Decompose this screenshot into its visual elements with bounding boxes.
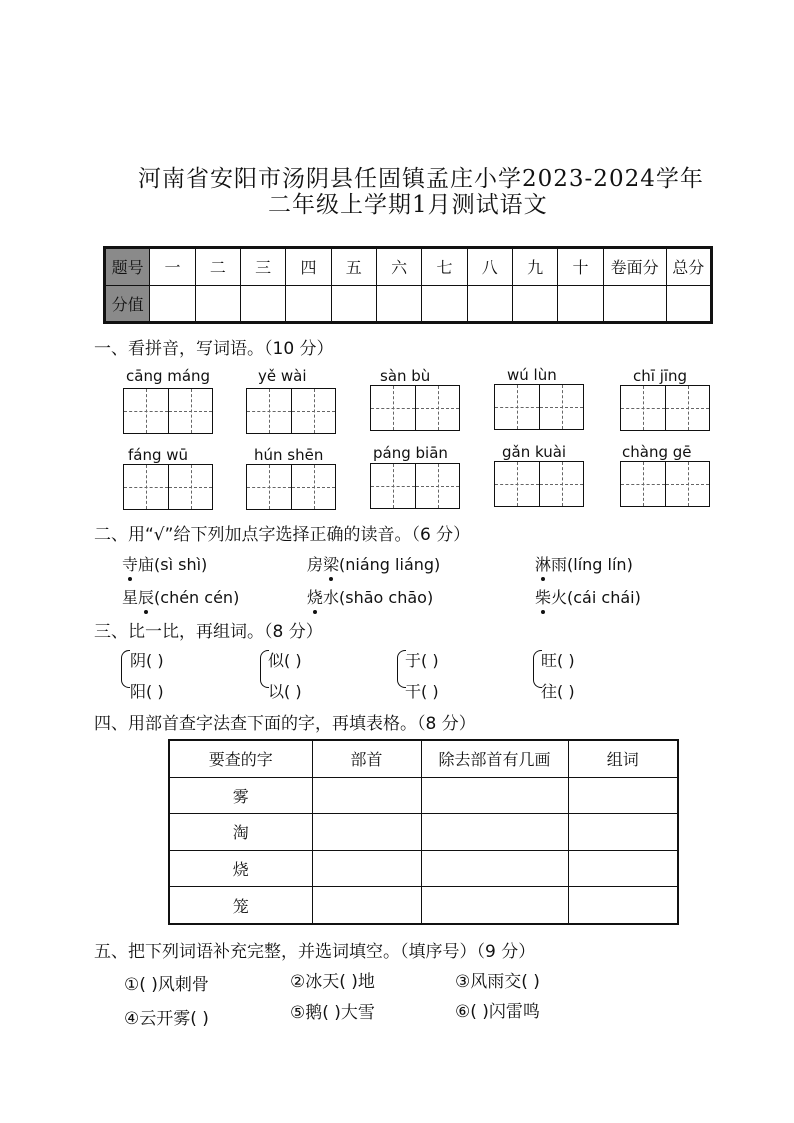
- reading-item[interactable]: [122, 585, 239, 608]
- pinyin: yě wài: [258, 367, 307, 385]
- pinyin: chī jīng: [633, 367, 688, 385]
- score-row-label: 分值: [105, 285, 150, 323]
- answer-cell[interactable]: [568, 850, 678, 886]
- reading-options: 水(shāo chāo): [323, 588, 434, 607]
- score-col: 八: [467, 248, 512, 286]
- answer-cell[interactable]: [421, 850, 568, 886]
- dotted-char: 柴: [535, 588, 552, 607]
- pinyin: sàn bù: [380, 367, 431, 385]
- lookup-header: 除去部首有几画: [421, 740, 568, 777]
- compare-word[interactable]: 旺( ): [541, 651, 575, 670]
- writing-grid[interactable]: [370, 463, 460, 509]
- answer-cell[interactable]: [312, 814, 421, 850]
- score-col: 七: [422, 248, 467, 286]
- lookup-char: 烧: [169, 850, 312, 886]
- plain-char: 星: [122, 588, 139, 607]
- answer-cell[interactable]: [568, 777, 678, 813]
- score-cell[interactable]: [422, 285, 467, 323]
- score-row-label: 题号: [105, 248, 150, 286]
- answer-cell[interactable]: [568, 887, 678, 924]
- lookup-char: 雾: [169, 777, 312, 813]
- title-line-1: 河南省安阳市汤阴县任固镇孟庄小学2023-2024学年: [138, 166, 704, 192]
- pinyin: páng biān: [373, 444, 448, 462]
- lookup-char: 淘: [169, 814, 312, 850]
- writing-grid[interactable]: [620, 385, 710, 431]
- idiom-item[interactable]: ⑥( )闪雷鸣: [455, 1002, 540, 1022]
- score-cell[interactable]: [331, 285, 376, 323]
- dotted-char: 淋: [535, 555, 552, 574]
- lookup-char: 笼: [169, 887, 312, 924]
- score-col: 六: [376, 248, 421, 286]
- reading-options: 庙(sì shì): [138, 555, 208, 574]
- dotted-char: 辰: [138, 588, 155, 607]
- compare-word[interactable]: 往( ): [541, 682, 575, 701]
- score-cell[interactable]: [467, 285, 512, 323]
- reading-item[interactable]: [535, 585, 641, 608]
- writing-grid[interactable]: [620, 461, 710, 507]
- answer-cell[interactable]: [421, 814, 568, 850]
- reading-item[interactable]: [307, 552, 440, 575]
- answer-cell[interactable]: [568, 814, 678, 850]
- idiom-item[interactable]: ③风雨交( ): [455, 972, 540, 992]
- reading-item[interactable]: [535, 552, 633, 575]
- section1-heading: 一、看拼音，写词语。（10 分）: [94, 339, 334, 359]
- score-cell[interactable]: [666, 285, 711, 323]
- score-col: 卷面分: [603, 248, 666, 286]
- table-row: [169, 777, 678, 813]
- score-col: 九: [512, 248, 557, 286]
- brace: [121, 650, 130, 688]
- compare-word[interactable]: 阴( ): [130, 651, 164, 670]
- score-table: [103, 246, 713, 324]
- table-row: [169, 887, 678, 924]
- idiom-item[interactable]: ④云开雾( ): [124, 1009, 209, 1029]
- compare-word[interactable]: 于( ): [405, 651, 439, 670]
- writing-grid[interactable]: [494, 461, 584, 507]
- section2-heading: 二、用“√”给下列加点字选择正确的读音。（6 分）: [94, 525, 471, 545]
- score-cell[interactable]: [603, 285, 666, 323]
- section3-heading: 三、比一比，再组词。（8 分）: [94, 622, 323, 642]
- plain-char: 房: [307, 555, 324, 574]
- compare-word[interactable]: 似( ): [268, 651, 302, 670]
- score-cell[interactable]: [512, 285, 557, 323]
- lookup-table: [168, 739, 679, 925]
- reading-options: 火(cái chái): [551, 588, 641, 607]
- writing-grid[interactable]: [246, 464, 336, 510]
- idiom-item[interactable]: ①( )风刺骨: [124, 975, 209, 995]
- pinyin: gǎn kuài: [502, 443, 567, 461]
- score-cell[interactable]: [195, 285, 240, 323]
- pinyin: hún shēn: [254, 446, 324, 464]
- score-cell[interactable]: [558, 285, 603, 323]
- section4-heading: 四、用部首查字法查下面的字，再填表格。（8 分）: [94, 714, 476, 734]
- writing-grid[interactable]: [370, 385, 460, 431]
- lookup-header-row: [169, 740, 678, 777]
- reading-options: (chén cén): [154, 588, 240, 607]
- reading-options: 雨(líng lín): [551, 555, 633, 574]
- pinyin: cāng máng: [126, 367, 211, 385]
- score-header-row: [105, 248, 712, 286]
- score-col: 四: [286, 248, 331, 286]
- writing-grid[interactable]: [494, 384, 584, 430]
- compare-word[interactable]: 阳( ): [130, 682, 164, 701]
- idiom-item[interactable]: ⑤鹅( )大雪: [290, 1003, 375, 1023]
- score-col: 总分: [666, 248, 711, 286]
- pinyin: fáng wū: [128, 446, 189, 464]
- reading-item[interactable]: [307, 585, 433, 608]
- pinyin: wú lùn: [507, 366, 557, 384]
- score-col: 十: [558, 248, 603, 286]
- score-col: 三: [240, 248, 285, 286]
- score-value-row: [105, 285, 712, 323]
- lookup-header: 要查的字: [169, 740, 312, 777]
- lookup-header: 部首: [312, 740, 421, 777]
- dotted-char: 寺: [122, 555, 139, 574]
- writing-grid[interactable]: [246, 388, 336, 434]
- compare-word[interactable]: 以( ): [268, 682, 302, 701]
- reading-options: (niáng liáng): [339, 555, 441, 574]
- compare-word[interactable]: 干( ): [405, 682, 439, 701]
- title-line-2: 二年级上学期1月测试语文: [268, 192, 548, 218]
- table-row: [169, 850, 678, 886]
- score-cell[interactable]: [286, 285, 331, 323]
- table-row: [169, 814, 678, 850]
- pinyin: chàng gē: [622, 443, 692, 461]
- dotted-char: 烧: [307, 588, 324, 607]
- answer-cell[interactable]: [312, 777, 421, 813]
- score-col: 五: [331, 248, 376, 286]
- section5-heading: 五、把下列词语补充完整，并选词填空。（填序号）（9 分）: [94, 942, 536, 962]
- score-cell[interactable]: [150, 285, 195, 323]
- writing-grid[interactable]: [123, 464, 213, 510]
- answer-cell[interactable]: [312, 850, 421, 886]
- score-col: 二: [195, 248, 240, 286]
- score-col: 一: [150, 248, 195, 286]
- reading-item[interactable]: [122, 552, 207, 575]
- idiom-item[interactable]: ②冰天( )地: [290, 972, 375, 992]
- answer-cell[interactable]: [421, 777, 568, 813]
- score-cell[interactable]: [240, 285, 285, 323]
- answer-cell[interactable]: [312, 887, 421, 924]
- writing-grid[interactable]: [123, 388, 213, 434]
- answer-cell[interactable]: [421, 887, 568, 924]
- dotted-char: 梁: [323, 555, 340, 574]
- lookup-header: 组词: [568, 740, 678, 777]
- score-cell[interactable]: [376, 285, 421, 323]
